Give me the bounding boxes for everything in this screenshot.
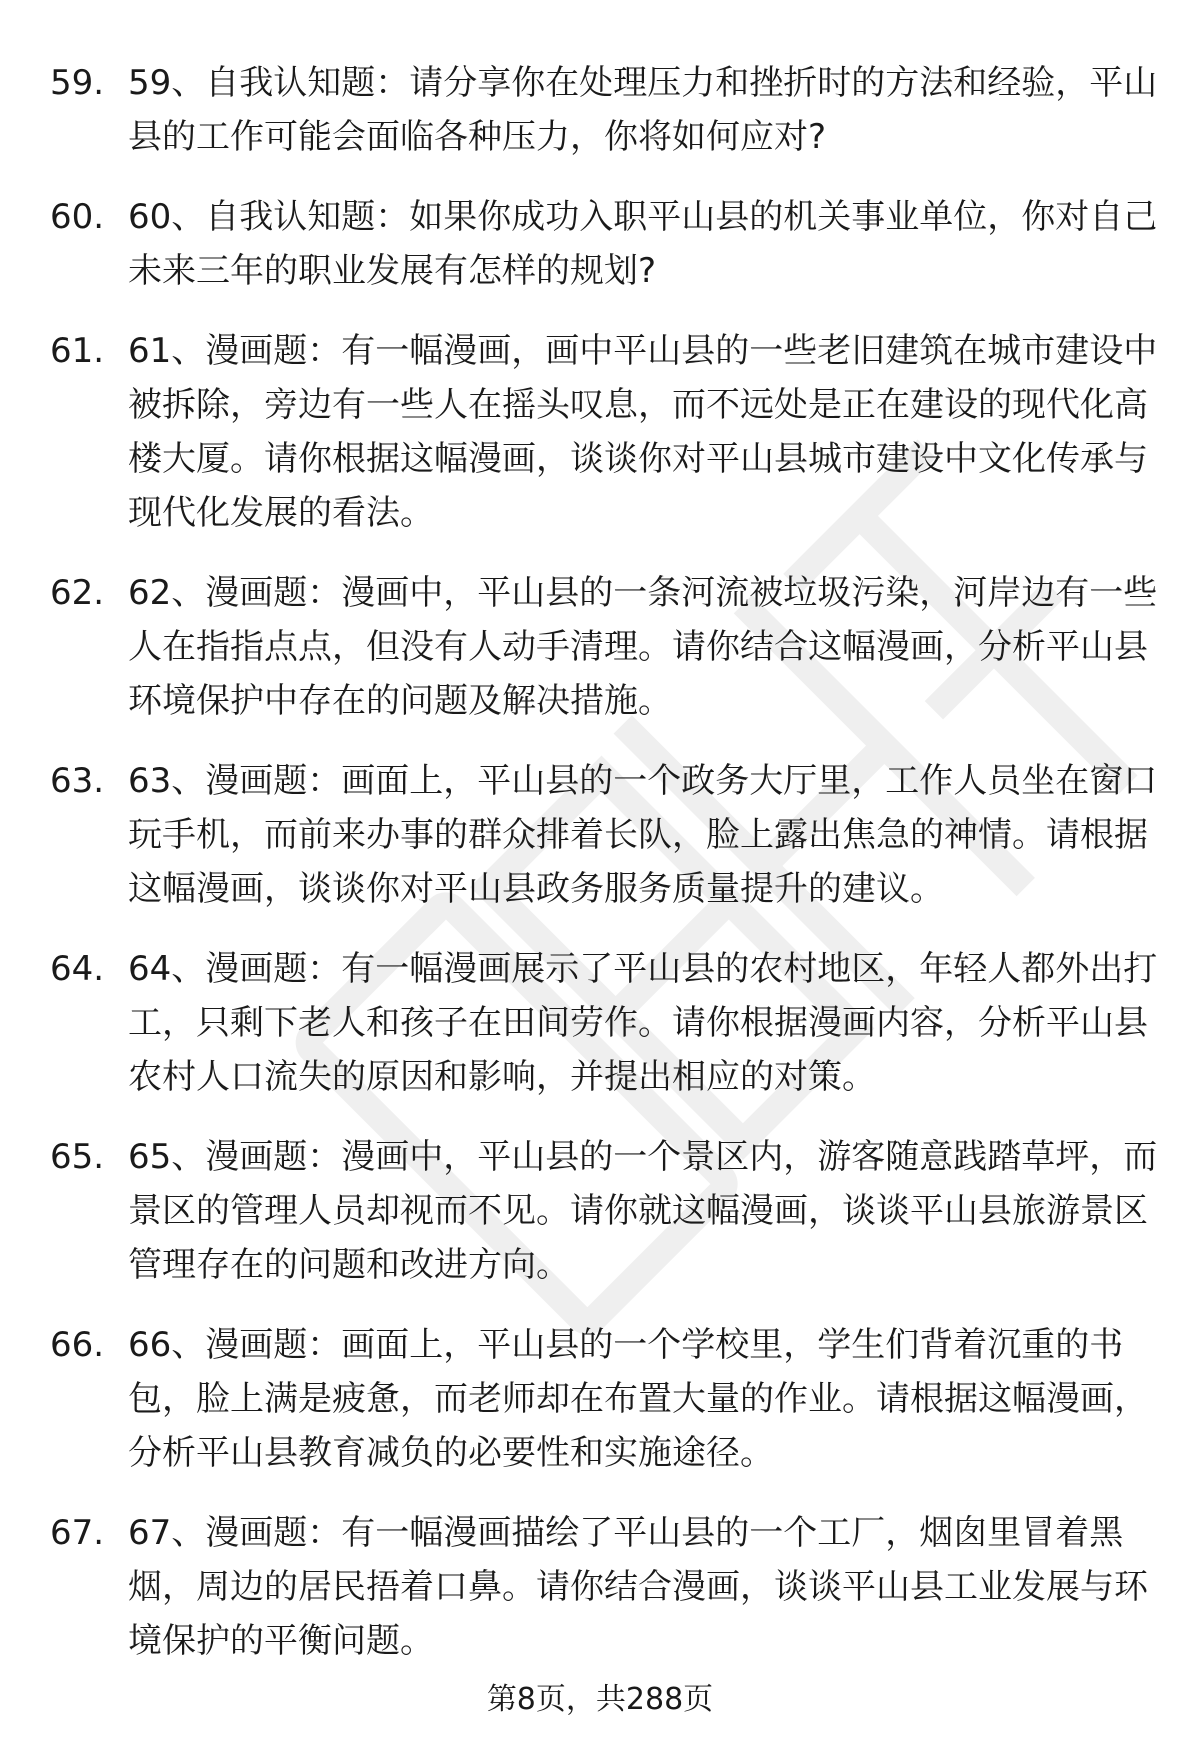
question-list <box>50 56 1160 1668</box>
list-item <box>50 324 1160 540</box>
question-text: 67、漫画题：有一幅漫画描绘了平山县的一个工厂，烟囱里冒着黑烟，周边的居民捂着口鼻。请你结合漫画，谈谈平山县工业发展与环境保护的平衡问题。 <box>128 1513 1148 1661</box>
list-item <box>50 1318 1160 1480</box>
question-number: 60. <box>50 197 105 237</box>
question-number: 63. <box>50 761 105 801</box>
list-item <box>50 754 1160 916</box>
question-text: 59、自我认知题：请分享你在处理压力和挫折时的方法和经验，平山县的工作可能会面临各种压力，你将如何应对? <box>128 63 1158 157</box>
question-number: 64. <box>50 949 105 989</box>
question-text: 61、漫画题：有一幅漫画，画中平山县的一些老旧建筑在城市建设中被拆除，旁边有一些人在摇头叹息，而不远处是正在建设的现代化高楼大厦。请你根据这幅漫画，谈谈你对平山县城市建设中文化传承与现代化发展的看法。 <box>128 331 1158 533</box>
list-item <box>50 190 1160 298</box>
question-text: 64、漫画题：有一幅漫画展示了平山县的农村地区，年轻人都外出打工，只剩下老人和孩子在田间劳作。请你根据漫画内容，分析平山县农村人口流失的原因和影响，并提出相应的对策。 <box>128 949 1158 1097</box>
question-number: 67. <box>50 1513 105 1553</box>
question-text: 66、漫画题：画面上，平山县的一个学校里，学生们背着沉重的书包，脸上满是疲惫，而老师却在布置大量的作业。请根据这幅漫画，分析平山县教育减负的必要性和实施途径。 <box>128 1325 1148 1473</box>
question-number: 61. <box>50 331 105 371</box>
page-footer: 第8页，共288页 <box>486 1682 714 1717</box>
list-item <box>50 942 1160 1104</box>
list-item <box>50 1130 1160 1292</box>
list-item <box>50 566 1160 728</box>
question-number: 66. <box>50 1325 105 1365</box>
list-item <box>50 56 1160 164</box>
question-text: 60、自我认知题：如果你成功入职平山县的机关事业单位，你对自己未来三年的职业发展有怎样的规划? <box>128 197 1158 291</box>
question-number: 62. <box>50 573 105 613</box>
question-text: 62、漫画题：漫画中，平山县的一条河流被垃圾污染，河岸边有一些人在指指点点，但没有人动手清理。请你结合这幅漫画，分析平山县环境保护中存在的问题及解决措施。 <box>128 573 1158 721</box>
list-item <box>50 1506 1160 1668</box>
question-number: 59. <box>50 63 105 103</box>
question-text: 63、漫画题：画面上，平山县的一个政务大厅里，工作人员坐在窗口玩手机，而前来办事的群众排着长队，脸上露出焦急的神情。请根据这幅漫画，谈谈你对平山县政务服务质量提升的建议。 <box>128 761 1158 909</box>
question-text: 65、漫画题：漫画中，平山县的一个景区内，游客随意践踏草坪，而景区的管理人员却视而不见。请你就这幅漫画，谈谈平山县旅游景区管理存在的问题和改进方向。 <box>128 1137 1158 1285</box>
question-number: 65. <box>50 1137 105 1177</box>
